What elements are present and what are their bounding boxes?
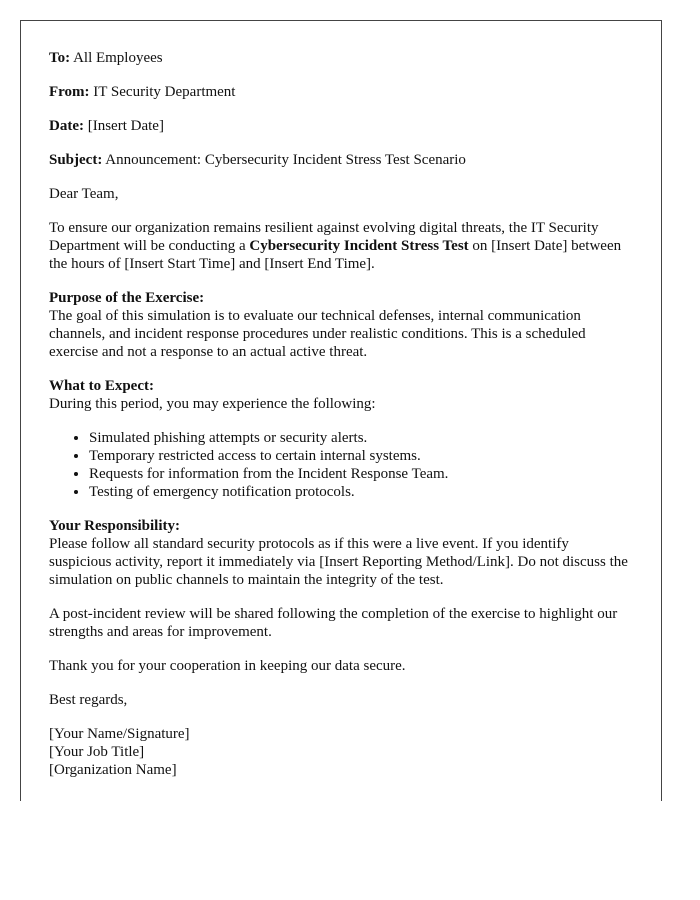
purpose-heading: Purpose of the Exercise: [49, 290, 205, 306]
list-item: • Simulated phishing attempts or security alerts. [89, 429, 633, 447]
purpose-text: The goal of this simulation is to evaluate our technical defenses, internal communication channels, and incident response procedures under realistic conditions. This is a scheduled exercise and not a response to an actual active threat. [49, 308, 586, 360]
subject-value: Announcement: Cybersecurity Incident Stress Test Scenario [105, 152, 466, 168]
expect-list [49, 429, 633, 501]
signature-org: [Organization Name] [49, 762, 177, 778]
review-paragraph: A post-incident review will be shared following the completion of the exercise to highlight our strengths and areas for improvement. [49, 606, 618, 640]
expect-text: During this period, you may experience the following: [49, 396, 376, 412]
expect-heading: What to Expect: [49, 378, 154, 394]
list-item: • Temporary restricted access to certain internal systems. [89, 447, 633, 465]
intro-paragraph [49, 219, 633, 273]
to-label: To: [49, 50, 71, 66]
date-value: [Insert Date] [87, 118, 164, 134]
to-line [49, 49, 633, 67]
list-item: • Testing of emergency notification protocols. [89, 483, 633, 501]
from-label: From: [49, 84, 90, 100]
date-line [49, 117, 633, 135]
list-item: • Requests for information from the Incident Response Team. [89, 465, 633, 483]
responsibility-section [49, 517, 633, 589]
expect-section [49, 377, 633, 413]
closing: Best regards, [49, 692, 128, 708]
signature-block [49, 725, 633, 779]
intro-text: To ensure our organization remains resilient against evolving digital threats, the IT Security Department will be conducting a [49, 220, 599, 254]
greeting: Dear Team, [49, 186, 119, 202]
date-label: Date: [49, 118, 84, 134]
subject-line [49, 151, 633, 169]
responsibility-heading: Your Responsibility: [49, 518, 181, 534]
purpose-section [49, 289, 633, 361]
subject-label: Subject: [49, 152, 103, 168]
responsibility-text: Please follow all standard security protocols as if this were a live event. If you identify suspicious activity, report it immediately via [Insert Reporting Method/Link]. Do not discuss the simulation on public channels to maintain the integrity of the test. [49, 536, 628, 588]
signature-title: [Your Job Title] [49, 744, 145, 760]
intro-text-end: on [Insert Date] between the hours of [Insert Start Time] and [Insert End Time]. [49, 238, 622, 272]
signature-name: [Your Name/Signature] [49, 726, 190, 742]
from-value: IT Security Department [93, 84, 236, 100]
to-value: All Employees [73, 50, 163, 66]
thanks-paragraph: Thank you for your cooperation in keeping our data secure. [49, 658, 406, 674]
memo-document [20, 20, 662, 801]
from-line [49, 83, 633, 101]
intro-bold: Cybersecurity Incident Stress Test [249, 238, 469, 254]
